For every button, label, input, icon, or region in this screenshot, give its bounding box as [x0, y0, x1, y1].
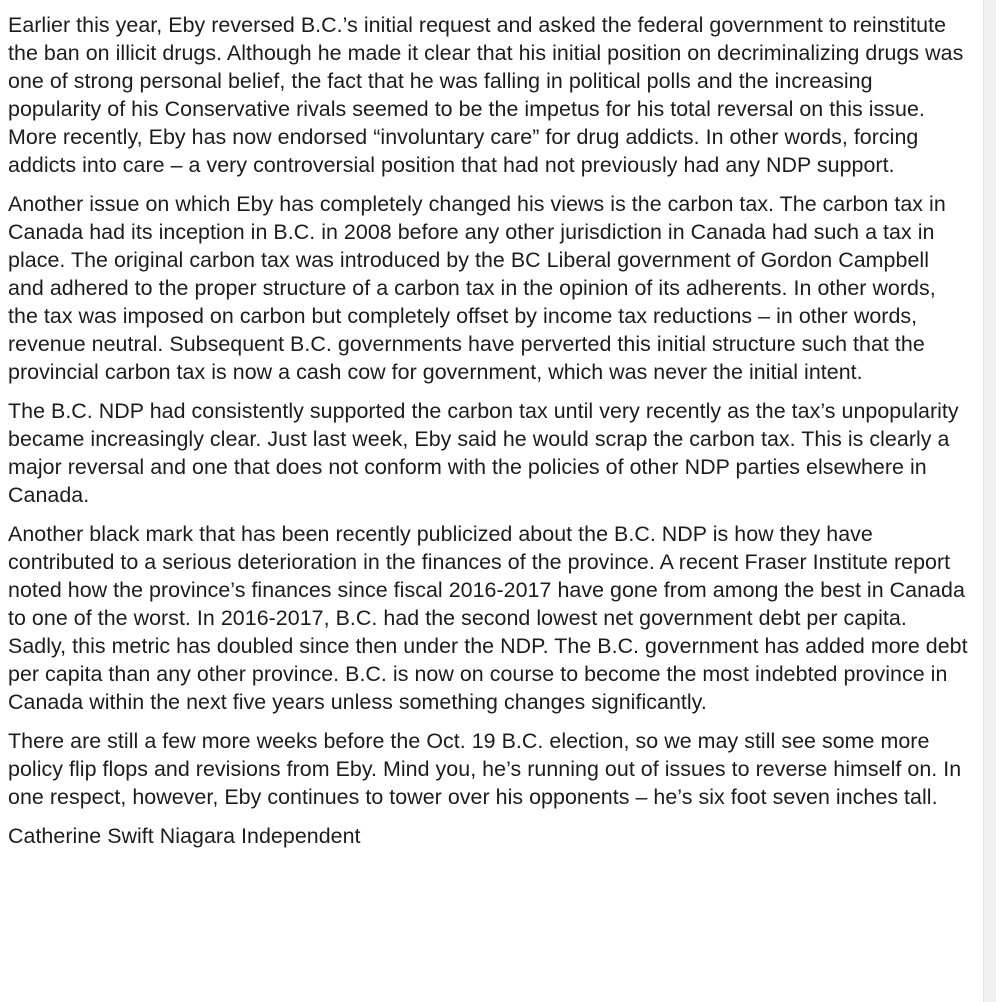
author-signature: Catherine Swift Niagara Independent: [8, 824, 361, 848]
scrollbar[interactable]: [983, 0, 996, 1002]
article-paragraph: Another issue on which Eby has completely changed his views is the carbon tax. The carbon tax in Canada had its inception in B.C. in 2008 before any other jurisdiction in Canada had such a tax in place. The original carbon tax was introduced by the BC Liberal government of Gordon Campbell and adhered to the proper structure of a carbon tax in the opinion of its adherents. In other words, the tax was imposed on carbon but completely offset by income tax reductions – in other words, revenue neutral. Subsequent B.C. governments have perverted this initial structure such that the provincial carbon tax is now a cash cow for government, which was never the initial intent.: [8, 192, 946, 384]
article-paragraph: Earlier this year, Eby reversed B.C.’s initial request and asked the federal government to reinstitute the ban on illicit drugs. Although he made it clear that his initial position on decriminalizing drugs was one of strong personal belief, the fact that he was falling in political polls and the increasing popularity of his Conservative rivals seemed to be the impetus for his total reversal on this issue. More recently, Eby has now endorsed “involuntary care” for drug addicts. In other words, forcing addicts into care – a very controversial position that had not previously had any NDP support.: [8, 13, 964, 177]
article-paragraph: There are still a few more weeks before the Oct. 19 B.C. election, so we may still see some more policy flip flops and revisions from Eby. Mind you, he’s running out of issues to reverse himself on. In one respect, however, Eby continues to tower over his opponents – he’s six foot seven inches tall.: [8, 729, 962, 809]
article-paragraph: Another black mark that has been recently publicized about the B.C. NDP is how they have contributed to a serious deterioration in the finances of the province. A recent Fraser Institute report noted how the province’s finances since fiscal 2016-2017 have gone from among the best in Canada to one of the worst. In 2016-2017, B.C. had the second lowest net government debt per capita. Sadly, this metric has doubled since then under the NDP. The B.C. government has added more debt per capita than any other province. B.C. is now on course to become the most indebted province in Canada within the next five years unless something changes significantly.: [8, 522, 968, 714]
article-paragraph: The B.C. NDP had consistently supported the carbon tax until very recently as the tax’s unpopularity became increasingly clear. Just last week, Eby said he would scrap the carbon tax. This is clearly a major reversal and one that does not conform with the policies of other NDP parties elsewhere in Canada.: [8, 399, 959, 507]
article-body: [8, 11, 970, 850]
